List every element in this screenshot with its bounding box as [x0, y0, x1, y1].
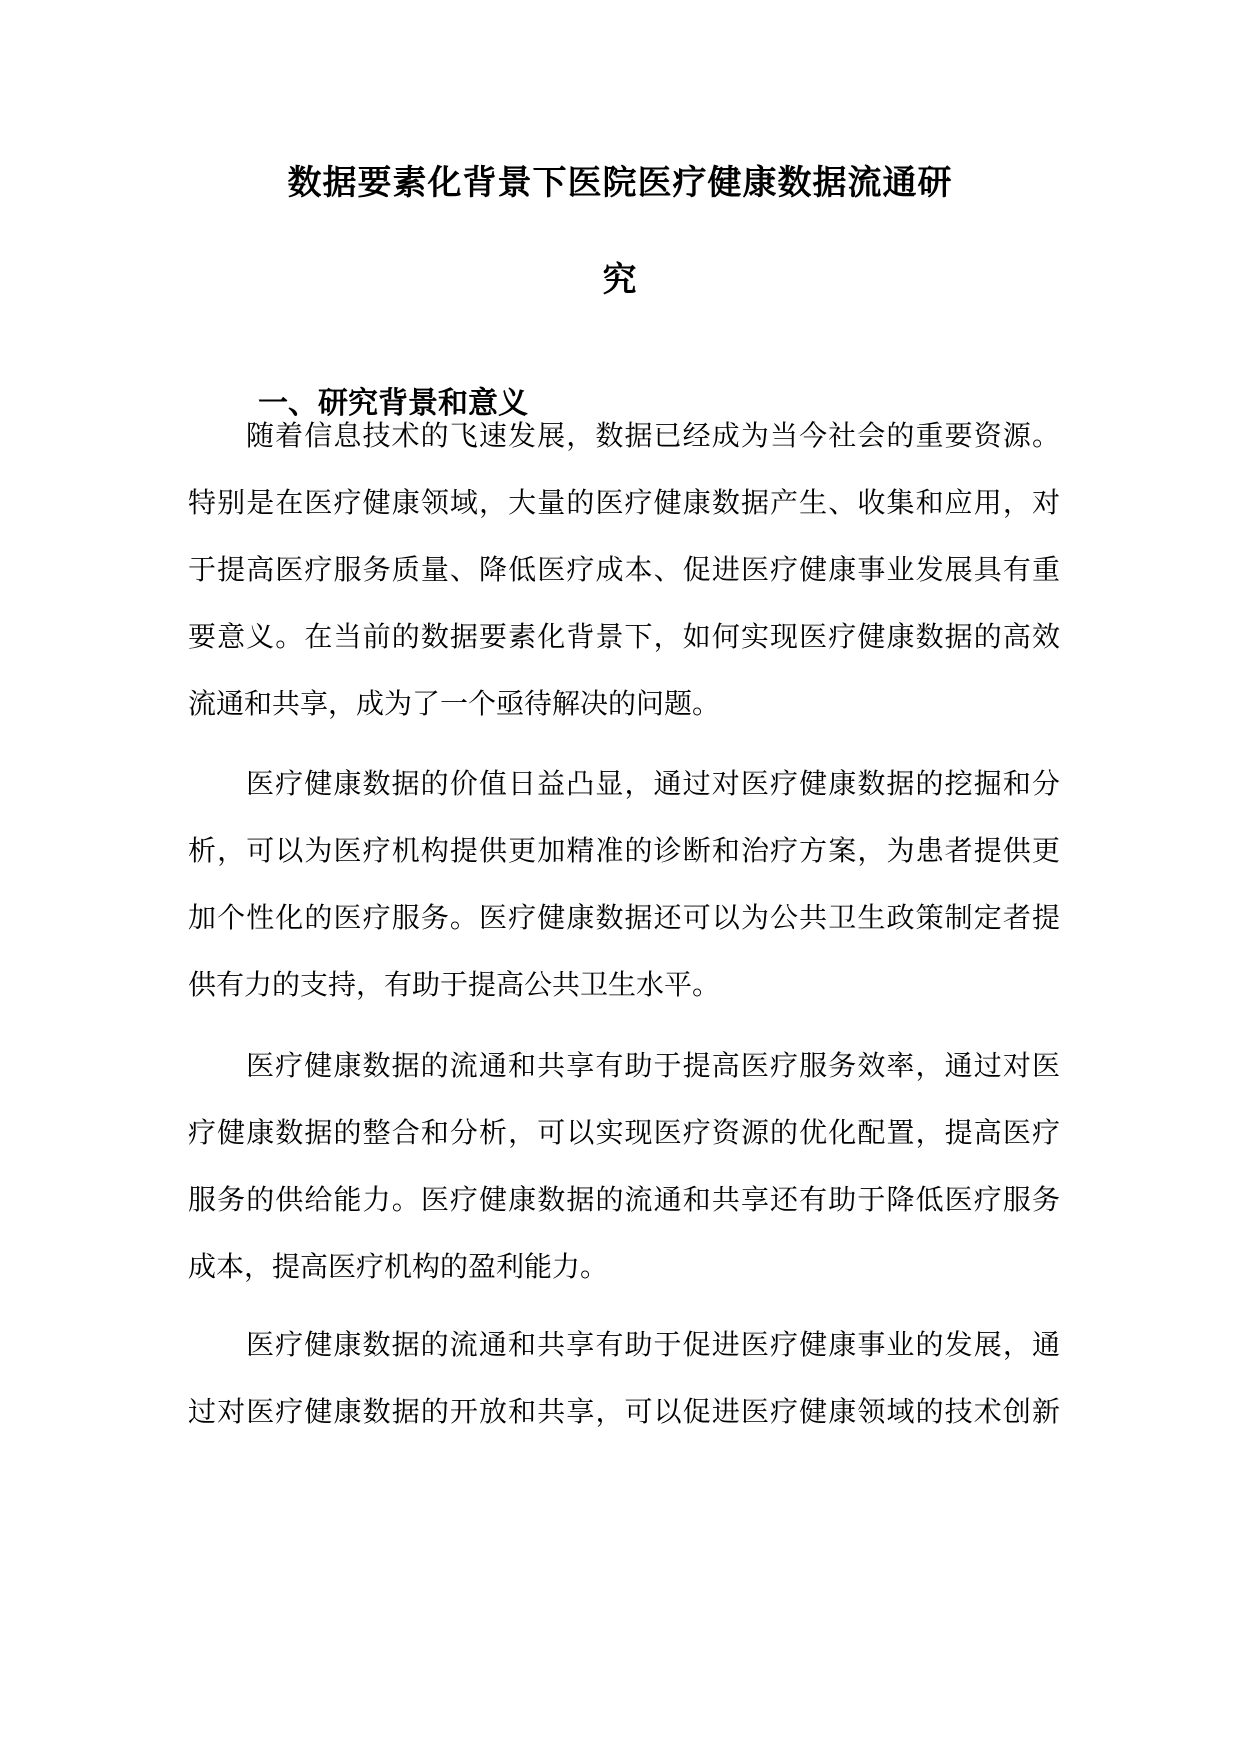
document-title-line-1: 数据要素化背景下医院医疗健康数据流通研: [287, 163, 953, 203]
paragraph-3-line-4: 成本，提高医疗机构的盈利能力。: [188, 1250, 609, 1283]
paragraph-1-line-1: 随着信息技术的飞速发展，数据已经成为当今社会的重要资源。: [246, 419, 1060, 452]
paragraph-4-line-1: 医疗健康数据的流通和共享有助于促进医疗健康事业的发展，通: [246, 1328, 1060, 1361]
paragraph-2-line-3: 加个性化的医疗服务。医疗健康数据还可以为公共卫生政策制定者提: [188, 901, 1060, 934]
paragraph-3-line-1: 医疗健康数据的流通和共享有助于提高医疗服务效率，通过对医: [246, 1049, 1060, 1082]
document-title-line-2: 究: [602, 260, 638, 300]
paragraph-3-line-3: 服务的供给能力。医疗健康数据的流通和共享还有助于降低医疗服务: [188, 1183, 1060, 1216]
paragraph-2-line-4: 供有力的支持，有助于提高公共卫生水平。: [188, 968, 721, 1001]
paragraph-3-line-2: 疗健康数据的整合和分析，可以实现医疗资源的优化配置，提高医疗: [188, 1116, 1060, 1149]
paragraph-1-line-3: 于提高医疗服务质量、降低医疗成本、促进医疗健康事业发展具有重: [188, 553, 1060, 586]
paragraph-2-line-1: 医疗健康数据的价值日益凸显，通过对医疗健康数据的挖掘和分: [246, 767, 1060, 800]
section-heading: 一、研究背景和意义: [258, 386, 528, 421]
paragraph-2-line-2: 析，可以为医疗机构提供更加精准的诊断和治疗方案，为患者提供更: [188, 834, 1060, 867]
paragraph-4-line-2: 过对医疗健康数据的开放和共享，可以促进医疗健康领域的技术创新: [188, 1395, 1060, 1428]
paragraph-1-line-5: 流通和共享，成为了一个亟待解决的问题。: [188, 687, 721, 720]
paragraph-1-line-2: 特别是在医疗健康领域，大量的医疗健康数据产生、收集和应用，对: [188, 486, 1060, 519]
paragraph-1-line-4: 要意义。在当前的数据要素化背景下，如何实现医疗健康数据的高效: [188, 620, 1060, 653]
